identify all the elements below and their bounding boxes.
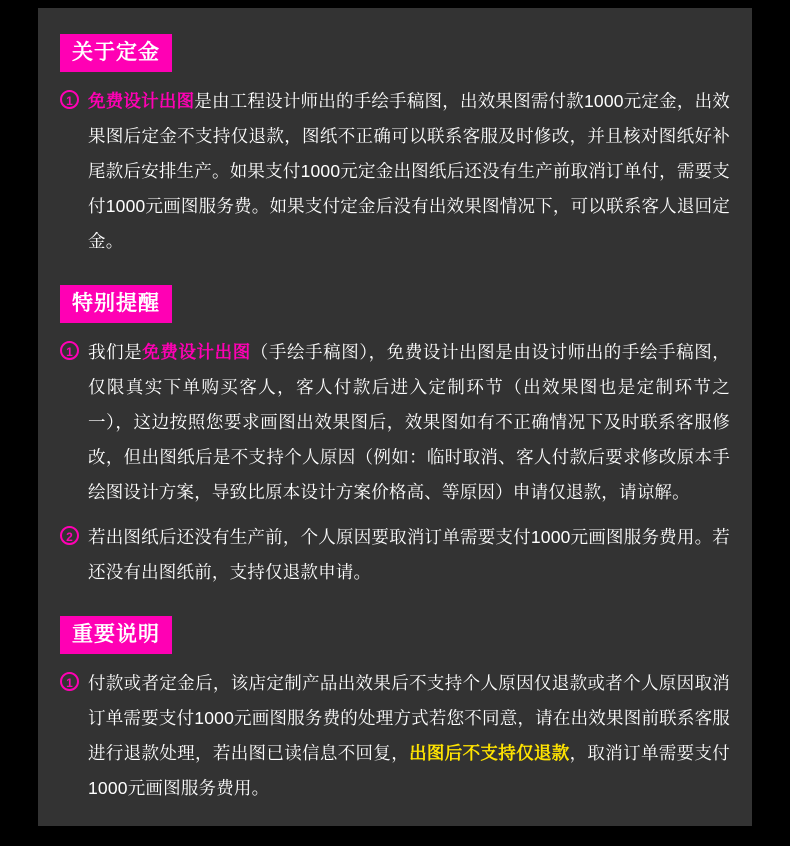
list-item <box>60 335 730 510</box>
list-bullet: 1 <box>60 672 79 691</box>
text-plain: ，取消订单需要支付1000元画图服务费用。 <box>88 743 730 798</box>
list-bullet: 1 <box>60 341 79 360</box>
list-item-text <box>88 520 730 590</box>
section-heading: 关于定金 <box>60 34 172 72</box>
section-deposit <box>60 34 730 259</box>
text-highlight-pink: 免费设计出图 <box>88 91 195 111</box>
list-item-text <box>88 335 730 510</box>
section-heading: 特别提醒 <box>60 285 172 323</box>
section-important-statement <box>60 616 730 806</box>
text-plain: （手绘手稿图），免费设计出图是由设讨师出的手绘手稿图，仅限真实下单购买客人，客人付款后进入定制环节（出效果图也是定制环节之一），这边按照您要求画图出效果图后，效果图如有不正确情况下及时联系客服修改，但出图纸后是不支持个人原因（例如：临时取消、客人付款后要求修改原本手绘图设计方案，导致比原本设计方案价格高、等原因）申请仅退款，请谅解。 <box>88 342 730 502</box>
list-bullet: 1 <box>60 90 79 109</box>
text-plain: 我们是 <box>88 342 143 362</box>
list-item-text <box>88 666 730 806</box>
text-plain: 付款或者定金后，该店定制产品出效果后不支持个人原因仅退款或者个人原因取消订单需要支付1000元画图服务费的处理方式若您不同意，请在出效果图前联系客服进行退款处理，若出图已读信息不回复， <box>88 673 730 763</box>
text-highlight-pink: 免费设计出图 <box>142 342 251 362</box>
section-special-notice <box>60 285 730 590</box>
section-heading: 重要说明 <box>60 616 172 654</box>
list-item <box>60 84 730 259</box>
info-panel <box>38 8 752 826</box>
text-plain: 是由工程设计师出的手绘手稿图，出效果图需付款1000元定金，出效果图后定金不支持仅退款，图纸不正确可以联系客服及时修改，并且核对图纸好补尾款后安排生产。如果支付1000元定金出图纸后还没有生产前取消订单付，需要支付1000元画图服务费。如果支付定金后没有出效果图情况下，可以联系客人退回定金。 <box>88 91 730 251</box>
list-item <box>60 520 730 590</box>
text-highlight-yellow: 出图后不支持仅退款 <box>409 743 570 763</box>
text-plain: 若出图纸后还没有生产前，个人原因要取消订单需要支付1000元画图服务费用。若还没有出图纸前，支持仅退款申请。 <box>88 527 730 582</box>
spacer <box>60 600 730 616</box>
list-item <box>60 666 730 806</box>
list-bullet: 2 <box>60 526 79 545</box>
list-item-text <box>88 84 730 259</box>
spacer <box>60 269 730 285</box>
